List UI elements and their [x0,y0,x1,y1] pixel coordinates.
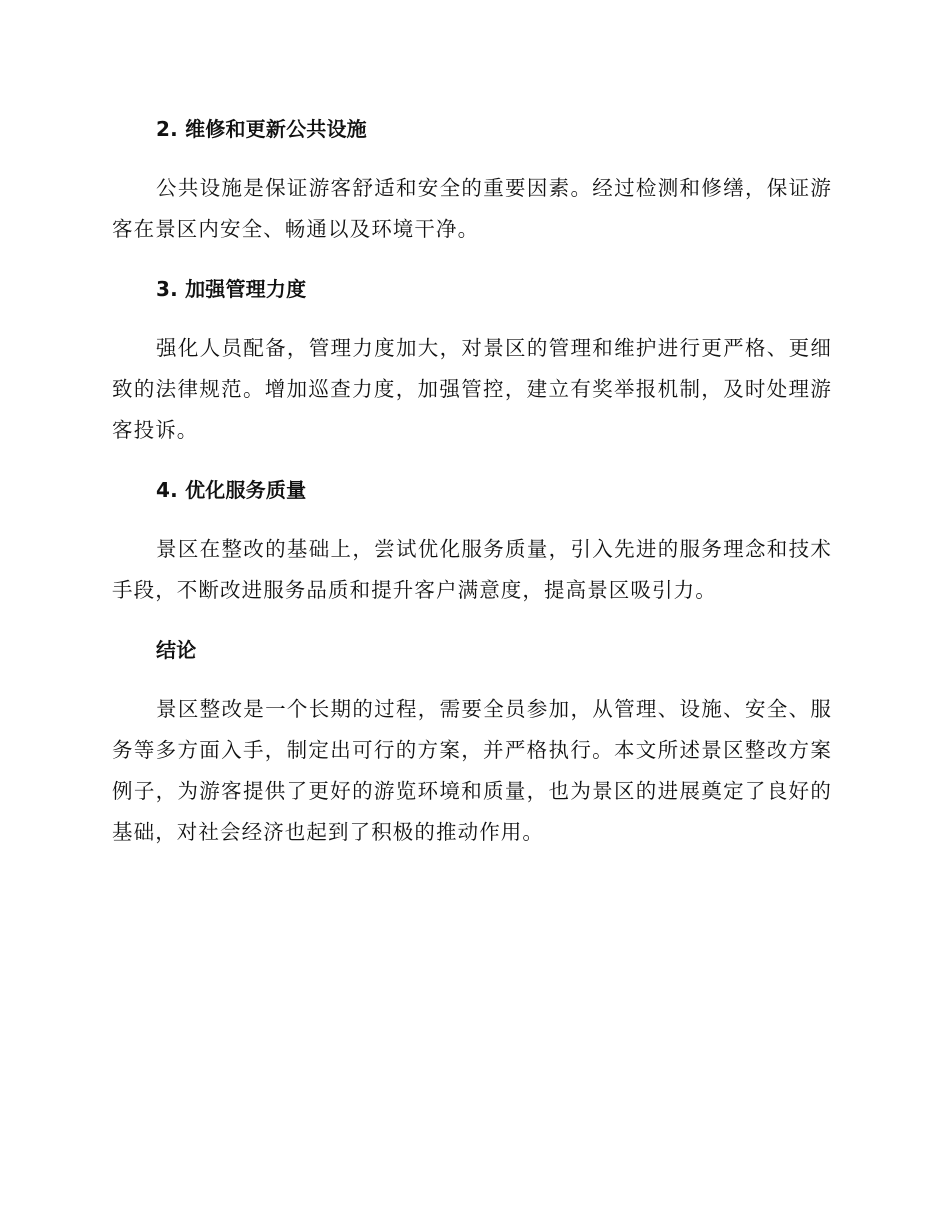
document-body [112,109,832,853]
section-paragraph-facilities: 公共设施是保证游客舒适和安全的重要因素。经过检测和修缮，保证游客在景区内安全、畅通以及环境干净。 [112,176,832,241]
section-paragraph-conclusion: 景区整改是一个长期的过程，需要全员参加，从管理、设施、安全、服务等多方面入手，制定出可行的方案，并严格执行。本文所述景区整改方案例子，为游客提供了更好的游览环境和质量，也为景区的进展奠定了良好的基础，对社会经济也起到了积极的推动作用。 [112,697,832,844]
section-heading-conclusion: 结论 [156,638,197,662]
section-paragraph-management: 强化人员配备，管理力度加大，对景区的管理和维护进行更严格、更细致的法律规范。增加巡查力度，加强管控，建立有奖举报机制，及时处理游客投诉。 [112,336,832,442]
section-heading-facilities: 2. 维修和更新公共设施 [156,117,367,141]
section-heading-service: 4. 优化服务质量 [156,478,307,502]
section-paragraph-service: 景区在整改的基础上，尝试优化服务质量，引入先进的服务理念和技术手段，不断改进服务品质和提升客户满意度，提高景区吸引力。 [112,537,832,602]
section-heading-management: 3. 加强管理力度 [156,277,307,301]
